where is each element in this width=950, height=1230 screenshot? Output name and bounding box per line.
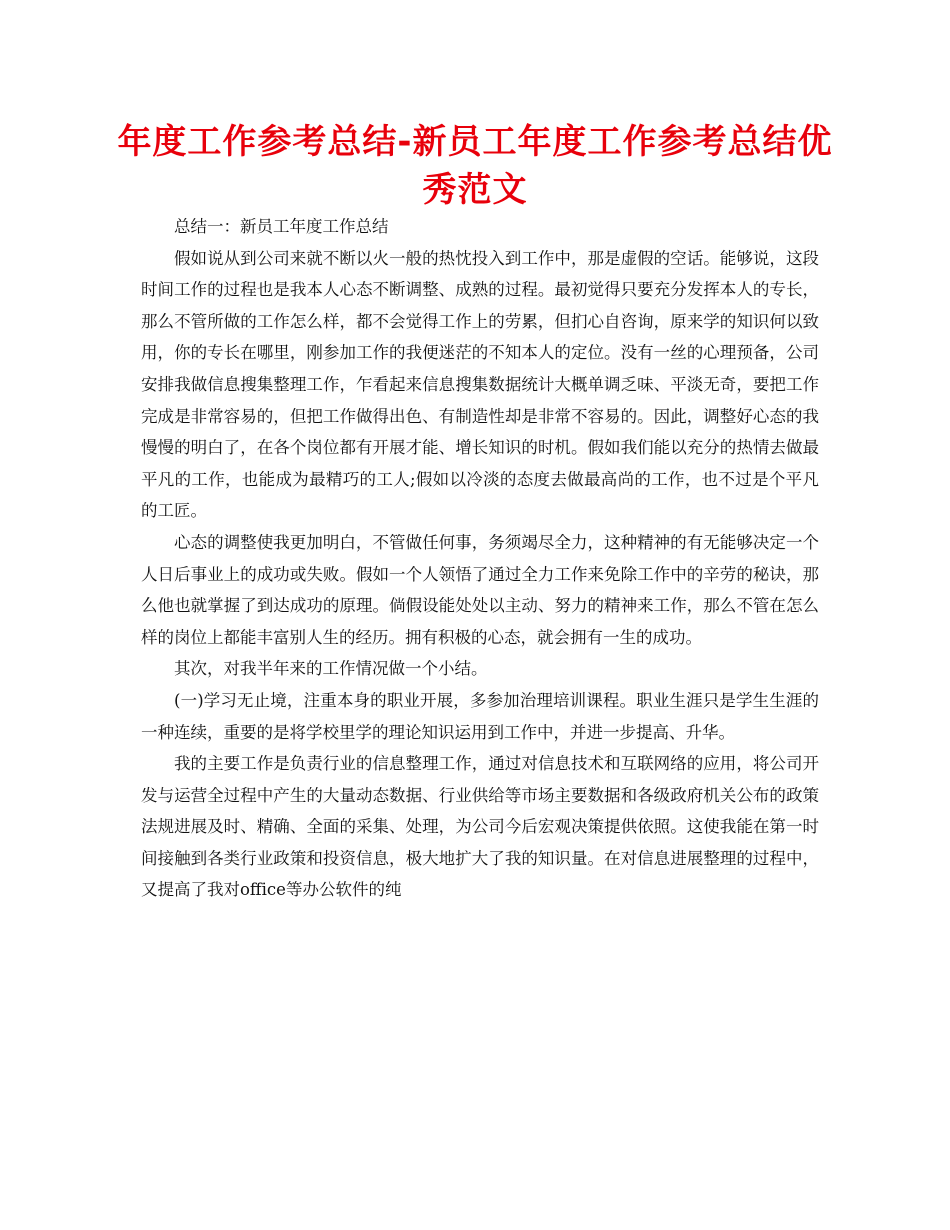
- paragraph-heading: 总结一：新员工年度工作总结: [174, 217, 389, 236]
- paragraph: 假如说从到公司来就不断以火一般的热忱投入到工作中，那是虚假的空话。能够说，这段时间工作的过程也是我本人心态不断调整、成熟的过程。最初觉得只要充分发挥本人的专长，那么不管所做的工作怎么样，都不会觉得工作上的劳累，但扪心自咨询，原来学的知识何以致用，你的专长在哪里，刚参加工作的我便迷茫的不知本人的定位。没有一丝的心理预备，公司安排我做信息搜集整理工作，乍看起来信息搜集数据统计大概单调乏味、平淡无奇，要把工作完成是非常容易的，但把工作做得出色、有制造性却是非常不容易的。因此，调整好心态的我慢慢的明白了，在各个岗位都有开展才能、增长知识的时机。假如我们能以充分的热情去做最平凡的工作，也能成为最精巧的工人;假如以冷淡的态度去做最高尚的工作，也不过是个平凡的工匠。: [141, 248, 819, 521]
- paragraph: 心态的调整使我更加明白，不管做任何事，务须竭尽全力，这种精神的有无能够决定一个人日后事业上的成功或失败。假如一个人领悟了通过全力工作来免除工作中的辛劳的秘诀，那么他也就掌握了到达成功的原理。倘假设能处处以主动、努力的精神来工作，那么不管在怎么样的岗位上都能丰富别人生的经历。拥有积极的心态，就会拥有一生的成功。: [141, 532, 819, 647]
- document-body: [141, 211, 819, 906]
- paragraph: 我的主要工作是负责行业的信息整理工作，通过对信息技术和互联网络的应用，将公司开发与运营全过程中产生的大量动态数据、行业供给等市场主要数据和各级政府机关公布的政策法规进展及时、精确、全面的采集、处理，为公司今后宏观决策提供依照。这使我能在第一时间接触到各类行业政策和投资信息，极大地扩大了我的知识量。在对信息进展整理的过程中，又提高了我对office等办公软件的纯: [141, 754, 819, 900]
- paragraph: (一)学习无止境，注重本身的职业开展，多参加治理培训课程。职业生涯只是学生生涯的一种连续，重要的是将学校里学的理论知识运用到工作中，并进一步提高、升华。: [141, 690, 819, 742]
- document-title: 年度工作参考总结-新员工年度工作参考总结优秀范文: [117, 122, 833, 210]
- paragraph: 其次，对我半年来的工作情况做一个小结。: [174, 659, 488, 679]
